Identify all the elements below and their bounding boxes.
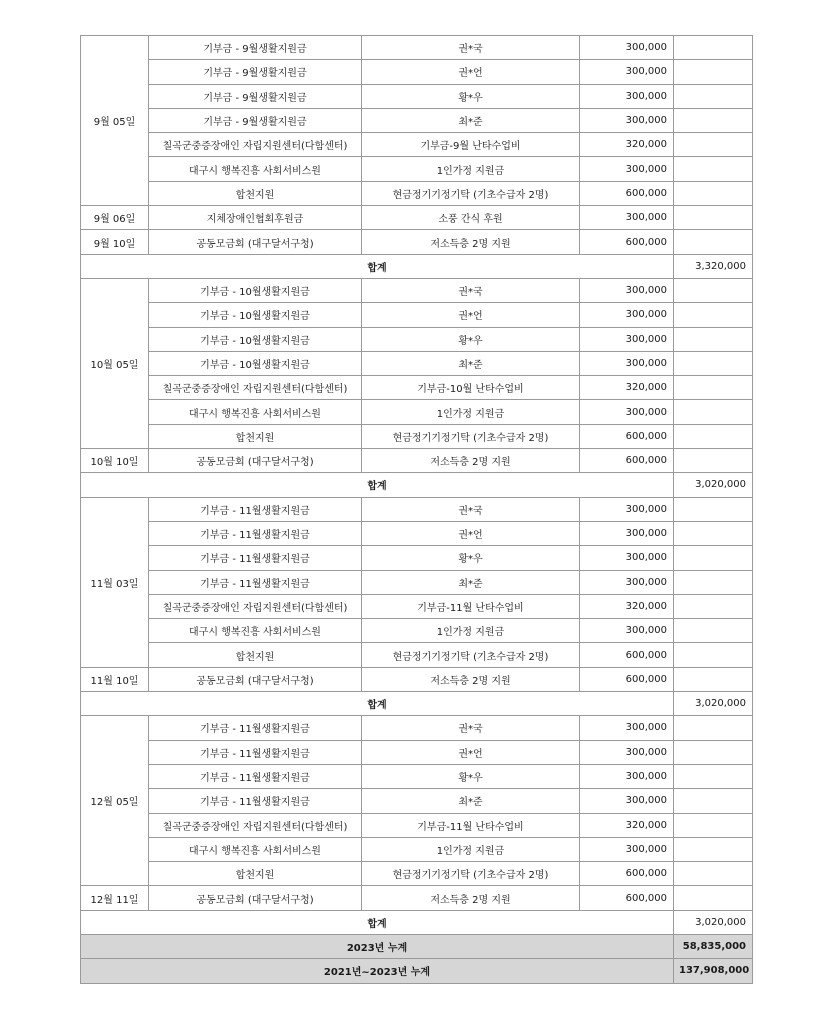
empty-cell: [674, 60, 753, 84]
recipient-cell: 기부금-9월 난타수업비: [362, 133, 580, 157]
cumulative-label: 2023년 누계: [81, 934, 674, 958]
recipient-cell: 최*준: [362, 351, 580, 375]
date-cell: 9월 05일: [81, 36, 149, 206]
amount-cell: 300,000: [580, 84, 674, 108]
empty-cell: [674, 230, 753, 254]
recipient-cell: 황*우: [362, 84, 580, 108]
amount-cell: 300,000: [580, 303, 674, 327]
table-row: [81, 764, 753, 788]
recipient-cell: 권*언: [362, 740, 580, 764]
cumulative-label: 2021년~2023년 누계: [81, 959, 674, 983]
recipient-cell: 저소득층 2명 지원: [362, 886, 580, 910]
empty-cell: [674, 327, 753, 351]
description-cell: 공동모금회 (대구달서구청): [149, 449, 362, 473]
description-cell: 기부금 - 9월생활지원금: [149, 84, 362, 108]
empty-cell: [674, 643, 753, 667]
empty-cell: [674, 400, 753, 424]
amount-cell: 300,000: [580, 60, 674, 84]
empty-cell: [674, 886, 753, 910]
recipient-cell: 최*준: [362, 570, 580, 594]
recipient-cell: 1인가정 지원금: [362, 837, 580, 861]
table-row: [81, 36, 753, 60]
description-cell: 공동모금회 (대구달서구청): [149, 230, 362, 254]
subtotal-row: [81, 910, 753, 934]
description-cell: 지체장애인협회후원금: [149, 206, 362, 230]
amount-cell: 300,000: [580, 546, 674, 570]
description-cell: 대구시 행복진흥 사회서비스원: [149, 619, 362, 643]
description-cell: 기부금 - 10월생활지원금: [149, 327, 362, 351]
amount-cell: 600,000: [580, 862, 674, 886]
description-cell: 대구시 행복진흥 사회서비스원: [149, 837, 362, 861]
table-row: [81, 594, 753, 618]
donation-ledger-table: [80, 35, 753, 984]
empty-cell: [674, 157, 753, 181]
recipient-cell: 소풍 간식 후원: [362, 206, 580, 230]
recipient-cell: 황*우: [362, 546, 580, 570]
empty-cell: [674, 108, 753, 132]
empty-cell: [674, 424, 753, 448]
table-row: [81, 643, 753, 667]
description-cell: 기부금 - 10월생활지원금: [149, 278, 362, 302]
recipient-cell: 최*준: [362, 789, 580, 813]
description-cell: 합천지원: [149, 181, 362, 205]
amount-cell: 600,000: [580, 667, 674, 691]
table-row: [81, 667, 753, 691]
cumulative-amount: 58,835,000: [674, 934, 753, 958]
recipient-cell: 1인가정 지원금: [362, 619, 580, 643]
ledger-body: [81, 36, 753, 984]
empty-cell: [674, 206, 753, 230]
table-row: [81, 60, 753, 84]
empty-cell: [674, 497, 753, 521]
table-row: [81, 497, 753, 521]
description-cell: 대구시 행복진흥 사회서비스원: [149, 400, 362, 424]
description-cell: 기부금 - 11월생활지원금: [149, 740, 362, 764]
table-row: [81, 862, 753, 886]
amount-cell: 300,000: [580, 157, 674, 181]
recipient-cell: 기부금-11월 난타수업비: [362, 594, 580, 618]
description-cell: 기부금 - 11월생활지원금: [149, 764, 362, 788]
table-row: [81, 303, 753, 327]
table-row: [81, 351, 753, 375]
description-cell: 기부금 - 9월생활지원금: [149, 60, 362, 84]
description-cell: 공동모금회 (대구달서구청): [149, 667, 362, 691]
subtotal-row: [81, 254, 753, 278]
amount-cell: 320,000: [580, 133, 674, 157]
amount-cell: 300,000: [580, 206, 674, 230]
empty-cell: [674, 278, 753, 302]
empty-cell: [674, 449, 753, 473]
recipient-cell: 현금정기기정기탁 (기초수급자 2명): [362, 424, 580, 448]
description-cell: 기부금 - 10월생활지원금: [149, 303, 362, 327]
subtotal-label: 합계: [81, 254, 674, 278]
table-row: [81, 837, 753, 861]
date-cell: 11월 10일: [81, 667, 149, 691]
empty-cell: [674, 837, 753, 861]
subtotal-label: 합계: [81, 473, 674, 497]
recipient-cell: 권*언: [362, 60, 580, 84]
amount-cell: 300,000: [580, 400, 674, 424]
recipient-cell: 기부금-11월 난타수업비: [362, 813, 580, 837]
recipient-cell: 권*국: [362, 716, 580, 740]
empty-cell: [674, 764, 753, 788]
recipient-cell: 1인가정 지원금: [362, 157, 580, 181]
recipient-cell: 최*준: [362, 108, 580, 132]
date-cell: 9월 10일: [81, 230, 149, 254]
recipient-cell: 현금정기기정기탁 (기초수급자 2명): [362, 181, 580, 205]
description-cell: 기부금 - 11월생활지원금: [149, 497, 362, 521]
table-row: [81, 108, 753, 132]
recipient-cell: 현금정기기정기탁 (기초수급자 2명): [362, 862, 580, 886]
amount-cell: 600,000: [580, 230, 674, 254]
amount-cell: 300,000: [580, 619, 674, 643]
empty-cell: [674, 521, 753, 545]
description-cell: 기부금 - 10월생활지원금: [149, 351, 362, 375]
amount-cell: 300,000: [580, 327, 674, 351]
subtotal-row: [81, 692, 753, 716]
table-row: [81, 327, 753, 351]
table-row: [81, 740, 753, 764]
amount-cell: 300,000: [580, 108, 674, 132]
table-row: [81, 619, 753, 643]
subtotal-label: 합계: [81, 910, 674, 934]
description-cell: 합천지원: [149, 862, 362, 886]
empty-cell: [674, 813, 753, 837]
empty-cell: [674, 351, 753, 375]
empty-cell: [674, 36, 753, 60]
description-cell: 합천지원: [149, 424, 362, 448]
recipient-cell: 황*우: [362, 764, 580, 788]
amount-cell: 300,000: [580, 278, 674, 302]
recipient-cell: 황*우: [362, 327, 580, 351]
empty-cell: [674, 619, 753, 643]
date-cell: 10월 05일: [81, 278, 149, 448]
table-row: [81, 181, 753, 205]
empty-cell: [674, 570, 753, 594]
date-cell: 9월 06일: [81, 206, 149, 230]
amount-cell: 300,000: [580, 716, 674, 740]
amount-cell: 300,000: [580, 740, 674, 764]
date-cell: 10월 10일: [81, 449, 149, 473]
table-row: [81, 84, 753, 108]
empty-cell: [674, 133, 753, 157]
cumulative-total-row: [81, 959, 753, 983]
amount-cell: 600,000: [580, 449, 674, 473]
recipient-cell: 기부금-10월 난타수업비: [362, 376, 580, 400]
subtotal-amount: 3,020,000: [674, 692, 753, 716]
table-row: [81, 570, 753, 594]
empty-cell: [674, 789, 753, 813]
empty-cell: [674, 594, 753, 618]
cumulative-amount: 137,908,000: [674, 959, 753, 983]
amount-cell: 600,000: [580, 424, 674, 448]
date-cell: 11월 03일: [81, 497, 149, 667]
empty-cell: [674, 740, 753, 764]
description-cell: 칠곡군중증장애인 자립지원센터(다함센터): [149, 813, 362, 837]
table-row: [81, 376, 753, 400]
subtotal-row: [81, 473, 753, 497]
table-row: [81, 424, 753, 448]
table-row: [81, 716, 753, 740]
description-cell: 칠곡군중증장애인 자립지원센터(다함센터): [149, 594, 362, 618]
table-row: [81, 278, 753, 302]
description-cell: 기부금 - 9월생활지원금: [149, 36, 362, 60]
description-cell: 기부금 - 11월생활지원금: [149, 570, 362, 594]
description-cell: 기부금 - 11월생활지원금: [149, 546, 362, 570]
table-row: [81, 230, 753, 254]
amount-cell: 300,000: [580, 764, 674, 788]
recipient-cell: 저소득층 2명 지원: [362, 230, 580, 254]
amount-cell: 300,000: [580, 570, 674, 594]
description-cell: 기부금 - 11월생활지원금: [149, 521, 362, 545]
empty-cell: [674, 84, 753, 108]
amount-cell: 300,000: [580, 837, 674, 861]
amount-cell: 300,000: [580, 497, 674, 521]
table-row: [81, 400, 753, 424]
date-cell: 12월 05일: [81, 716, 149, 886]
recipient-cell: 권*언: [362, 303, 580, 327]
amount-cell: 300,000: [580, 789, 674, 813]
amount-cell: 320,000: [580, 376, 674, 400]
empty-cell: [674, 303, 753, 327]
date-cell: 12월 11일: [81, 886, 149, 910]
recipient-cell: 저소득층 2명 지원: [362, 667, 580, 691]
amount-cell: 300,000: [580, 521, 674, 545]
recipient-cell: 권*국: [362, 36, 580, 60]
table-row: [81, 157, 753, 181]
description-cell: 대구시 행복진흥 사회서비스원: [149, 157, 362, 181]
table-row: [81, 813, 753, 837]
table-row: [81, 449, 753, 473]
table-row: [81, 521, 753, 545]
description-cell: 칠곡군중증장애인 자립지원센터(다함센터): [149, 376, 362, 400]
empty-cell: [674, 376, 753, 400]
empty-cell: [674, 667, 753, 691]
table-row: [81, 546, 753, 570]
table-row: [81, 206, 753, 230]
amount-cell: 320,000: [580, 594, 674, 618]
recipient-cell: 권*국: [362, 497, 580, 521]
description-cell: 기부금 - 11월생활지원금: [149, 716, 362, 740]
recipient-cell: 저소득층 2명 지원: [362, 449, 580, 473]
description-cell: 공동모금회 (대구달서구청): [149, 886, 362, 910]
subtotal-amount: 3,320,000: [674, 254, 753, 278]
description-cell: 합천지원: [149, 643, 362, 667]
subtotal-label: 합계: [81, 692, 674, 716]
amount-cell: 320,000: [580, 813, 674, 837]
empty-cell: [674, 546, 753, 570]
recipient-cell: 권*국: [362, 278, 580, 302]
recipient-cell: 권*언: [362, 521, 580, 545]
table-row: [81, 789, 753, 813]
amount-cell: 600,000: [580, 643, 674, 667]
empty-cell: [674, 862, 753, 886]
description-cell: 기부금 - 9월생활지원금: [149, 108, 362, 132]
subtotal-amount: 3,020,000: [674, 473, 753, 497]
cumulative-total-row: [81, 934, 753, 958]
recipient-cell: 1인가정 지원금: [362, 400, 580, 424]
table-row: [81, 886, 753, 910]
amount-cell: 600,000: [580, 886, 674, 910]
table-row: [81, 133, 753, 157]
description-cell: 칠곡군중증장애인 자립지원센터(다함센터): [149, 133, 362, 157]
recipient-cell: 현금정기기정기탁 (기초수급자 2명): [362, 643, 580, 667]
description-cell: 기부금 - 11월생활지원금: [149, 789, 362, 813]
empty-cell: [674, 181, 753, 205]
amount-cell: 300,000: [580, 351, 674, 375]
empty-cell: [674, 716, 753, 740]
amount-cell: 600,000: [580, 181, 674, 205]
subtotal-amount: 3,020,000: [674, 910, 753, 934]
amount-cell: 300,000: [580, 36, 674, 60]
